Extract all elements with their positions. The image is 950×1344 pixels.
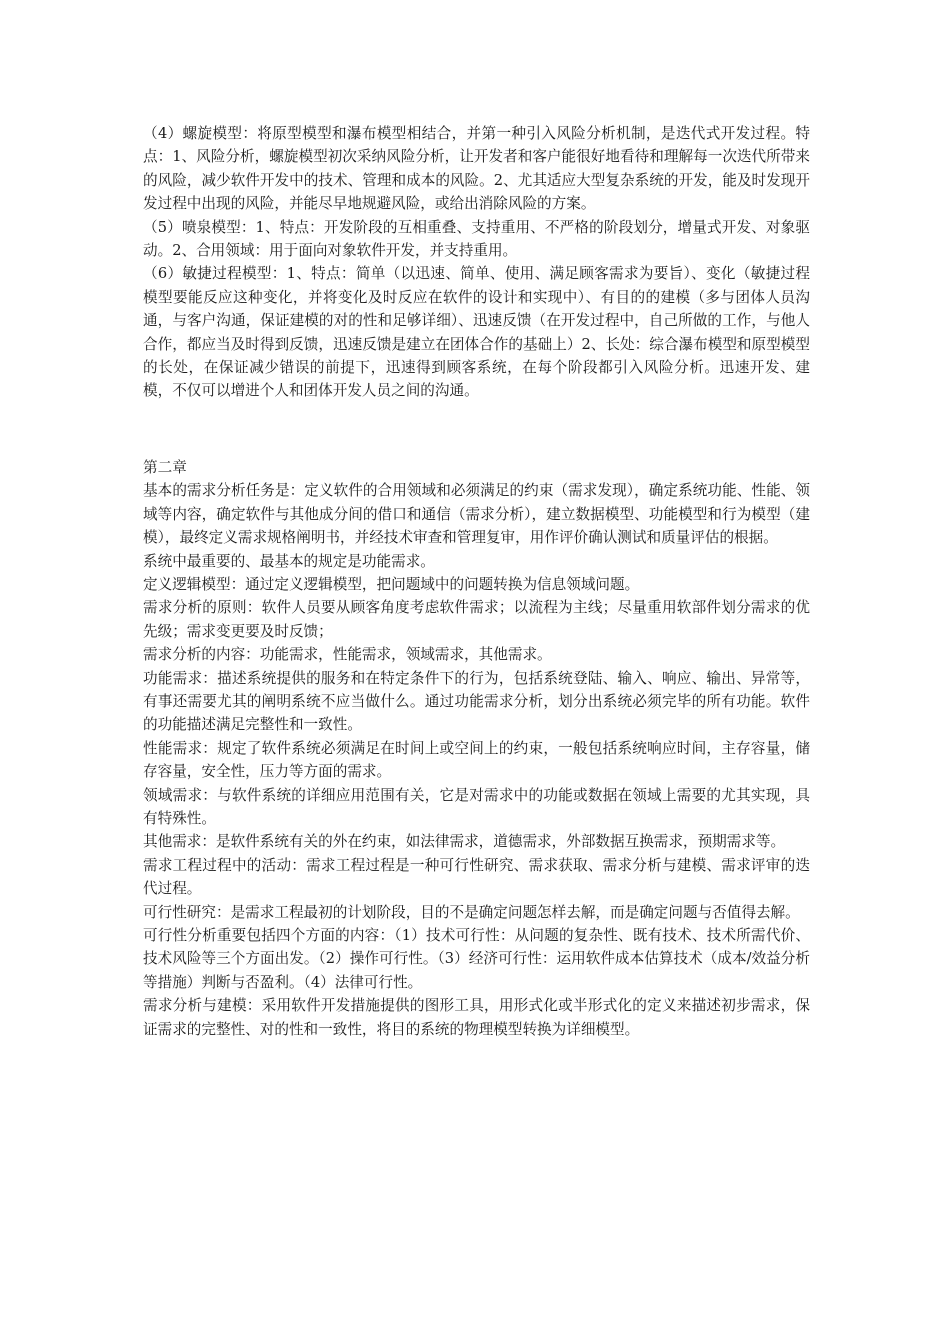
chapter-heading: 第二章	[143, 458, 187, 476]
paragraph-agile-model: （6）敏捷过程模型：1、特点：简单（以迅速、简单、使用、满足顾客需求为要旨）、变化（敏捷过程模型要能反应这种变化，并将变化及时反应在软件的设计和实现中）、有目的的建模（多与团体人员沟通，与客户沟通，保证建模的对的性和足够详细）、迅速反馈（在开发过程中，自己所做的工作，与他人合作，都应当及时得到反馈，迅速反馈是建立在团体合作的基础上）2、长处：综合瀑布模型和原型模型的长处，在保证减少错误的前提下，迅速得到顾客系统，在每个阶段都引入风险分析。迅速开发、建模，不仅可以增进个人和团体开发人员之间的沟通。	[143, 265, 810, 400]
paragraph-feasibility-analysis: 可行性分析重要包括四个方面的内容：（1）技术可行性：从问题的复杂性、既有技术、技术所需代价、技术风险等三个方面出发。（2）操作可行性。（3）经济可行性：运用软件成本估算技术（成本/效益分析等措施）判断与否盈利。（4）法律可行性。	[143, 927, 810, 991]
paragraph-logical-model: 定义逻辑模型：通过定义逻辑模型，把问题域中的问题转换为信息领域问题。	[143, 575, 640, 593]
paragraph-performance-requirements: 性能需求：规定了软件系统必须满足在时间上或空间上的约束，一般包括系统响应时间，主存容量，储存容量，安全性，压力等方面的需求。	[143, 739, 810, 781]
paragraph-feasibility-study: 可行性研究：是需求工程最初的计划阶段，目的不是确定问题怎样去解，而是确定问题与否值得去解。	[143, 903, 800, 921]
paragraph-analysis-content: 需求分析的内容：功能需求，性能需求，领域需求，其他需求。	[143, 646, 552, 664]
paragraph-requirements-task: 基本的需求分析任务是：定义软件的合用领域和必须满足的约束（需求发现），确定系统功能、性能、领域等内容，确定软件与其他成分间的借口和通信（需求分析），建立数据模型、功能模型和行为模型（建模），最终定义需求规格阐明书，并经技术审查和管理复审，用作评价确认测试和质量评估的根据。	[143, 482, 810, 547]
paragraph-analysis-modeling: 需求分析与建模：采用软件开发措施提供的图形工具，用形式化或半形式化的定义来描述初步需求，保证需求的完整性、对的性和一致性，将目的系统的物理模型转换为详细模型。	[143, 997, 810, 1038]
paragraph-functional-requirements: 功能需求：描述系统提供的服务和在特定条件下的行为，包括系统登陆、输入、响应、输出、异常等，有事还需要尤其的阐明系统不应当做什么。通过功能需求分析，划分出系统必须完毕的所有功能。软件的功能描述满足完整性和一致性。	[143, 669, 810, 734]
paragraph-other-requirements: 其他需求：是软件系统有关的外在约束，如法律需求，道德需求，外部数据互换需求，预期需求等。	[143, 833, 786, 851]
paragraph-fountain-model: （5）喷泉模型：1、特点：开发阶段的互相重叠、支持重用、不严格的阶段划分，增量式开发、对象驱动。2、合用领域：用于面向对象软件开发，并支持重用。	[143, 218, 810, 260]
paragraph-domain-requirements: 领域需求：与软件系统的详细应用范围有关，它是对需求中的功能或数据在领域上需要的尤其实现，具有特殊性。	[143, 786, 810, 827]
section-spacer	[143, 403, 810, 456]
paragraph-analysis-principles: 需求分析的原则：软件人员要从顾客角度考虑软件需求；以流程为主线；尽量重用软部件划分需求的优先级；需求变更要及时反馈；	[143, 599, 810, 640]
paragraph-functional-core: 系统中最重要的、最基本的规定是功能需求。	[143, 552, 435, 570]
paragraph-spiral-model: （4）螺旋模型：将原型模型和瀑布模型相结合，并第一种引入风险分析机制，是迭代式开发过程。特点：1、风险分析，螺旋模型初次采纳风险分析，让开发者和客户能很好地看待和理解每一次迭代所带来的风险，减少软件开发中的技术、管理和成本的风险。2、尤其适应大型复杂系统的开发，能及时发现开发过程中出现的风险，并能尽早地规避风险，或给出消除风险的方案。	[143, 125, 810, 213]
paragraph-engineering-activities: 需求工程过程中的活动：需求工程过程是一种可行性研究、需求获取、需求分析与建模、需求评审的迭代过程。	[143, 856, 810, 898]
document-page	[143, 122, 810, 1041]
